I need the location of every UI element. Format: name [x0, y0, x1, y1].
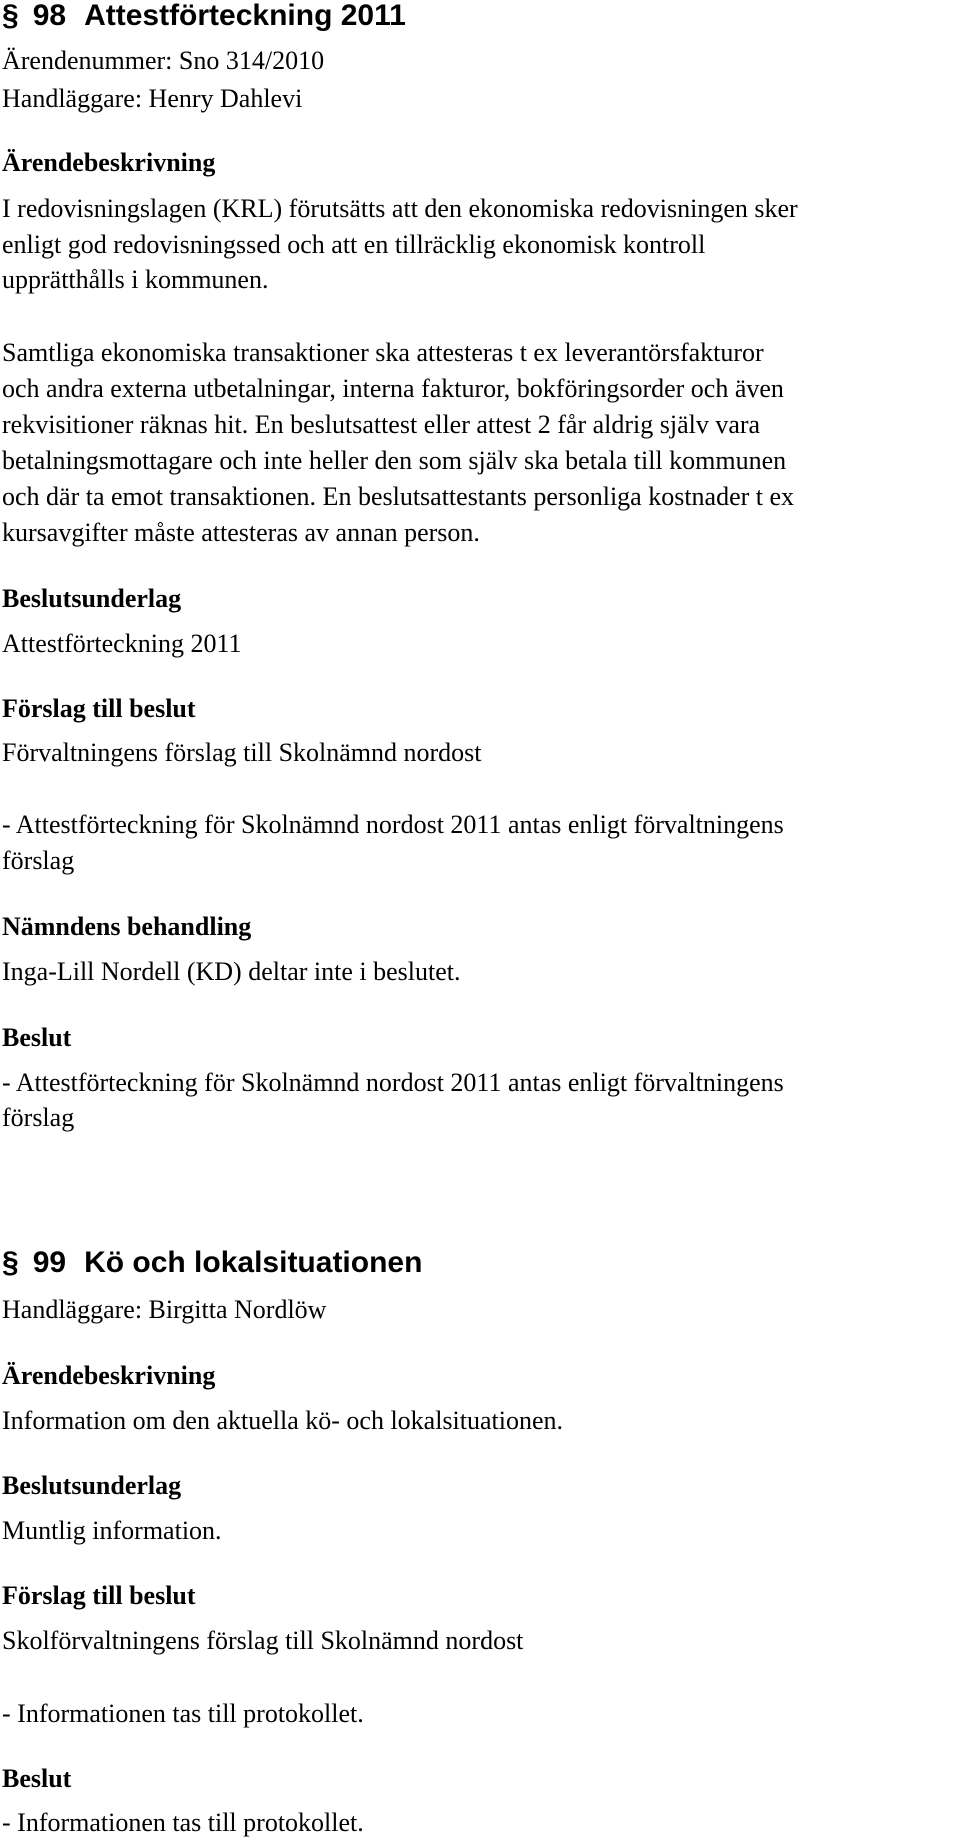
paragraph-sign: § [2, 0, 19, 32]
beslutsunderlag-heading: Beslutsunderlag [2, 1471, 182, 1500]
paragraph-line: rekvisitioner räknas hit. En beslutsattest eller attest 2 får aldrig själv vara [2, 410, 761, 439]
section-heading-98 [2, 0, 406, 34]
arendebeskrivning-heading: Ärendebeskrivning [2, 1361, 216, 1390]
forslag-item: - Informationen tas till protokollet. [2, 1699, 364, 1728]
paragraph-line: Samtliga ekonomiska transaktioner ska attesteras t ex leverantörsfakturor [2, 338, 764, 367]
beslut-item: - Informationen tas till protokollet. [2, 1808, 364, 1837]
arendebeskrivning-heading: Ärendebeskrivning [2, 148, 216, 177]
case-officer: Handläggare: Birgitta Nordlöw [2, 1295, 327, 1324]
beslutsunderlag-text: Muntlig information. [2, 1516, 222, 1545]
paragraph-line: betalningsmottagare och inte heller den som själv ska betala till kommunen [2, 446, 787, 475]
paragraph-line: kursavgifter måste attesteras av annan person. [2, 518, 480, 547]
paragraph-line: och där ta emot transaktionen. En beslutsattestants personliga kostnader t ex [2, 482, 795, 511]
section-number: 99 [32, 1246, 67, 1279]
beslut-item: - Attestförteckning för Skolnämnd nordost 2011 antas enligt förvaltningens [2, 1068, 784, 1097]
section-title: Kö och lokalsituationen [84, 1246, 423, 1279]
forslag-text: Skolförvaltningens förslag till Skolnämnd nordost [2, 1626, 524, 1655]
forslag-heading: Förslag till beslut [2, 1581, 196, 1610]
beslut-heading: Beslut [2, 1764, 72, 1793]
paragraph-line: upprätthålls i kommunen. [2, 265, 269, 294]
paragraph-line: och andra externa utbetalningar, interna fakturor, bokföringsorder och även [2, 374, 784, 403]
case-officer: Handläggare: Henry Dahlevi [2, 84, 303, 113]
arendebeskrivning-text: Information om den aktuella kö- och lokalsituationen. [2, 1406, 564, 1435]
section-number: 98 [32, 0, 67, 32]
section-heading-99 [2, 1245, 422, 1281]
behandling-text: Inga-Lill Nordell (KD) deltar inte i beslutet. [2, 957, 461, 986]
beslut-heading: Beslut [2, 1023, 72, 1052]
forslag-item: - Attestförteckning för Skolnämnd nordost 2011 antas enligt förvaltningens [2, 810, 784, 839]
beslut-item: förslag [2, 1103, 75, 1132]
paragraph-sign: § [2, 1246, 19, 1279]
beslutsunderlag-text: Attestförteckning 2011 [2, 629, 242, 658]
paragraph-line: I redovisningslagen (KRL) förutsätts att den ekonomiska redovisningen sker [2, 194, 798, 223]
forslag-text: Förvaltningens förslag till Skolnämnd nordost [2, 738, 482, 767]
case-number: Ärendenummer: Sno 314/2010 [2, 46, 325, 75]
beslutsunderlag-heading: Beslutsunderlag [2, 584, 182, 613]
forslag-heading: Förslag till beslut [2, 694, 196, 723]
behandling-heading: Nämndens behandling [2, 912, 252, 941]
section-title: Attestförteckning 2011 [84, 0, 406, 32]
forslag-item: förslag [2, 846, 75, 875]
paragraph-line: enligt god redovisningssed och att en tillräcklig ekonomisk kontroll [2, 230, 706, 259]
